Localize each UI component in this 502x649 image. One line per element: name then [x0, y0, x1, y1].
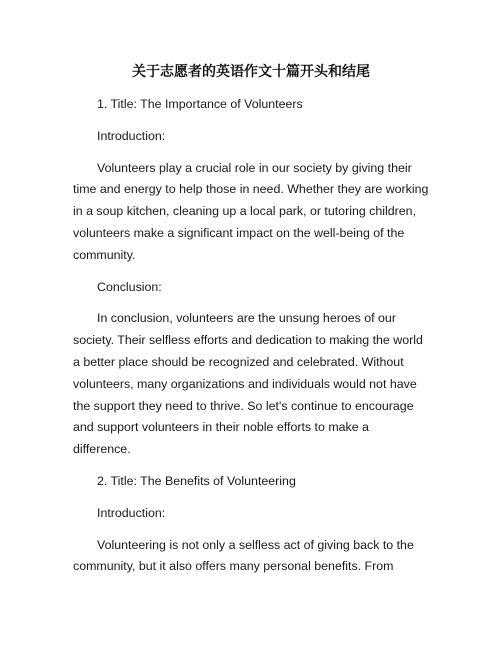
section-1-heading: 1. Title: The Importance of Volunteers: [97, 97, 303, 111]
section-1-introduction-text: Volunteers play a crucial role in our society by giving their time and energy to help those in need. Whether they are working in a soup kitchen, cleaning up a local park, or tutoring children, volunteers make a significant impact on the well-being of the community.: [73, 160, 429, 262]
document-title: 关于志愿者的英语作文十篇开头和结尾: [132, 64, 370, 80]
section-2-introduction-label: Introduction:: [97, 505, 166, 520]
section-1-conclusion-label: Conclusion:: [97, 279, 162, 294]
document-body: [73, 94, 429, 588]
section-2-introduction-text: Volunteering is not only a selfless act of giving back to the community, but it also offers many personal benefits. From: [73, 537, 414, 574]
section-1-conclusion-text: In conclusion, volunteers are the unsung heroes of our society. Their selfless efforts and dedication to making the world a better place should be recognized and celebrated. Without volunteers, many organizations and individuals would not have the support they need to thrive. So let's continue to encourage and support volunteers in their noble efforts to make a difference.: [73, 311, 423, 457]
section-2-heading: 2. Title: The Benefits of Volunteering: [97, 473, 296, 488]
section-1-introduction-label: Introduction:: [97, 128, 166, 143]
